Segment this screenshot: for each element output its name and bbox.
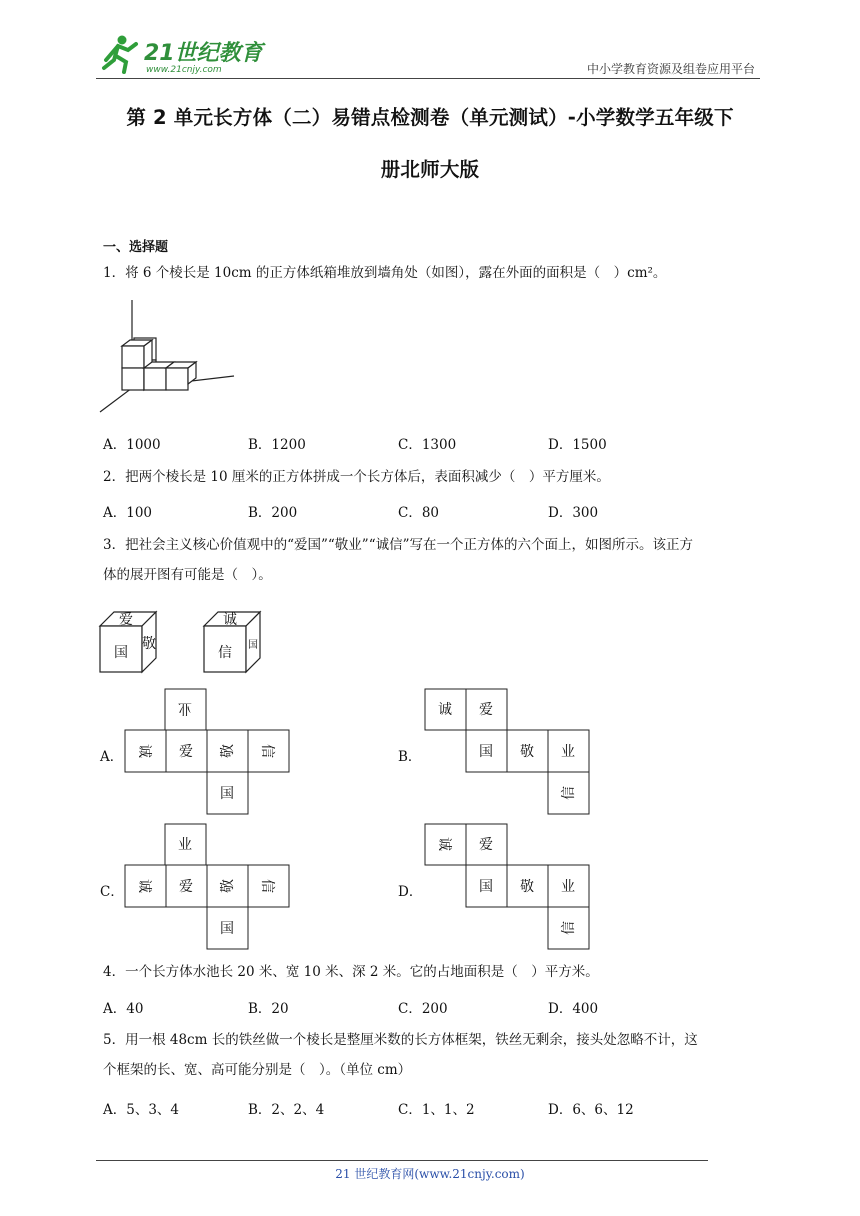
question-3-cubes [98,606,268,676]
q3-option-d[interactable]: D． [398,884,423,900]
section-heading: 一、选择题 [103,240,169,255]
net-d-cell-3: 国 [479,879,493,895]
q1-option-c[interactable]: C．1300 [398,437,457,453]
q1-option-d[interactable]: D．1500 [548,437,607,453]
title-line-1: 第 2 单元长方体（二）易错点检测卷（单元测试）-小学数学五年级下 [126,106,734,129]
q4-option-c[interactable]: C．200 [398,1001,448,1017]
net-d-cell-2: 爱 [479,837,493,853]
net-b-cell-5: 业 [561,744,575,760]
site-logo [96,30,266,80]
net-d-cell-1: 诚 [436,837,452,851]
q5-option-d[interactable]: D．6、6、12 [548,1102,634,1118]
footer-link[interactable]: 21 世纪教育网(www.21cnjy.com) [335,1167,525,1181]
q1-option-a[interactable]: A．1000 [103,437,161,453]
net-d-cell-4: 敬 [520,879,534,895]
cube1-right-label: 敬 [142,636,156,652]
q4-option-b[interactable]: B．20 [248,1001,289,1017]
net-d-cell-5: 业 [561,879,575,895]
q5-option-c[interactable]: C．1、1、2 [398,1102,475,1118]
title-line-2: 册北师大版 [380,158,480,181]
net-c-bottom: 国 [220,921,234,937]
net-c-cell-4: 信 [259,879,275,893]
net-b-cell-2: 爱 [479,702,493,718]
net-a-cell-1: 诚 [136,744,152,758]
net-b-cell-3: 国 [479,744,493,760]
question-5-line-1: 5．用一根 48cm 长的铁丝做一个棱长是整厘米数的长方体框架，铁丝无剩余，接头处忽略不计，这 [103,1032,698,1048]
net-a-cell-2: 爱 [179,744,193,760]
net-c-top: 业 [178,837,192,853]
footer-divider [96,1160,708,1161]
cube2-right-label: 国 [248,640,258,651]
net-c-cell-1: 诚 [136,879,152,893]
net-a-bottom: 国 [220,786,234,802]
q4-option-d[interactable]: D．400 [548,1001,599,1017]
net-a-top: 业 [178,700,192,716]
logo-main-text: 21世纪教育 [144,41,263,66]
net-b-cell-4: 敬 [520,744,534,760]
net-c-cell-3: 敬 [220,879,236,893]
q4-option-a[interactable]: A．40 [103,1001,144,1017]
net-a-cell-4: 信 [259,744,275,758]
question-5-line-2: 个框架的长、宽、高可能分别是（ ）。（单位 cm） [103,1062,412,1078]
net-b-bottom: 信 [561,786,577,800]
question-1-figure [98,298,238,416]
net-c[interactable] [124,823,294,951]
runner-icon [104,36,136,73]
q2-option-a[interactable]: A．100 [103,505,153,521]
logo-url-text: www.21cnjy.com [146,65,222,75]
net-b-cell-1: 诚 [438,702,452,718]
header-divider [96,78,760,79]
net-d-bottom: 信 [561,921,577,935]
q5-option-b[interactable]: B．2、2、4 [248,1102,325,1118]
q2-option-d[interactable]: D．300 [548,505,599,521]
question-3-text [103,530,763,590]
cube2-top-label: 诚 [223,612,237,628]
q2-option-b[interactable]: B．200 [248,505,298,521]
q2-option-c[interactable]: C．80 [398,505,440,521]
net-c-cell-2: 爱 [179,879,193,895]
question-3-line-1: 3．把社会主义核心价值观中的“爱国”“敬业”“诚信”写在一个正方体的六个面上，如图所示。该正方 [103,537,693,553]
net-a-cell-3: 敬 [220,744,236,758]
q1-option-b[interactable]: B．1200 [248,437,306,453]
q3-option-b[interactable]: B． [398,749,422,765]
cube1-front-label: 国 [114,645,128,661]
net-d[interactable] [424,823,594,951]
q3-option-a[interactable]: A． [100,749,124,765]
q5-option-a[interactable]: A．5、3、4 [103,1102,180,1118]
platform-name: 中小学教育资源及组卷应用平台 [586,62,755,76]
net-b[interactable] [424,688,594,816]
cube2-front-label: 信 [218,645,232,661]
question-5-text [103,1025,763,1085]
question-1-text: 1．将 6 个棱长是 10cm 的正方体纸箱堆放到墙角处（如图），露在外面的面积是（ ）cm²。 [103,265,667,281]
net-a[interactable] [124,688,294,816]
question-4-text: 4．一个长方体水池长 20 米、宽 10 米、深 2 米。它的占地面积是（ ）平方米。 [103,964,599,980]
q3-option-c[interactable]: C． [100,884,124,900]
question-3-line-2: 体的展开图有可能是（ ）。 [103,567,272,583]
question-2-text: 2．把两个棱长是 10 厘米的正方体拼成一个长方体后，表面积减少（ ）平方厘米。 [103,469,610,485]
page-title [60,92,800,196]
cube1-top-label: 爱 [119,612,133,628]
